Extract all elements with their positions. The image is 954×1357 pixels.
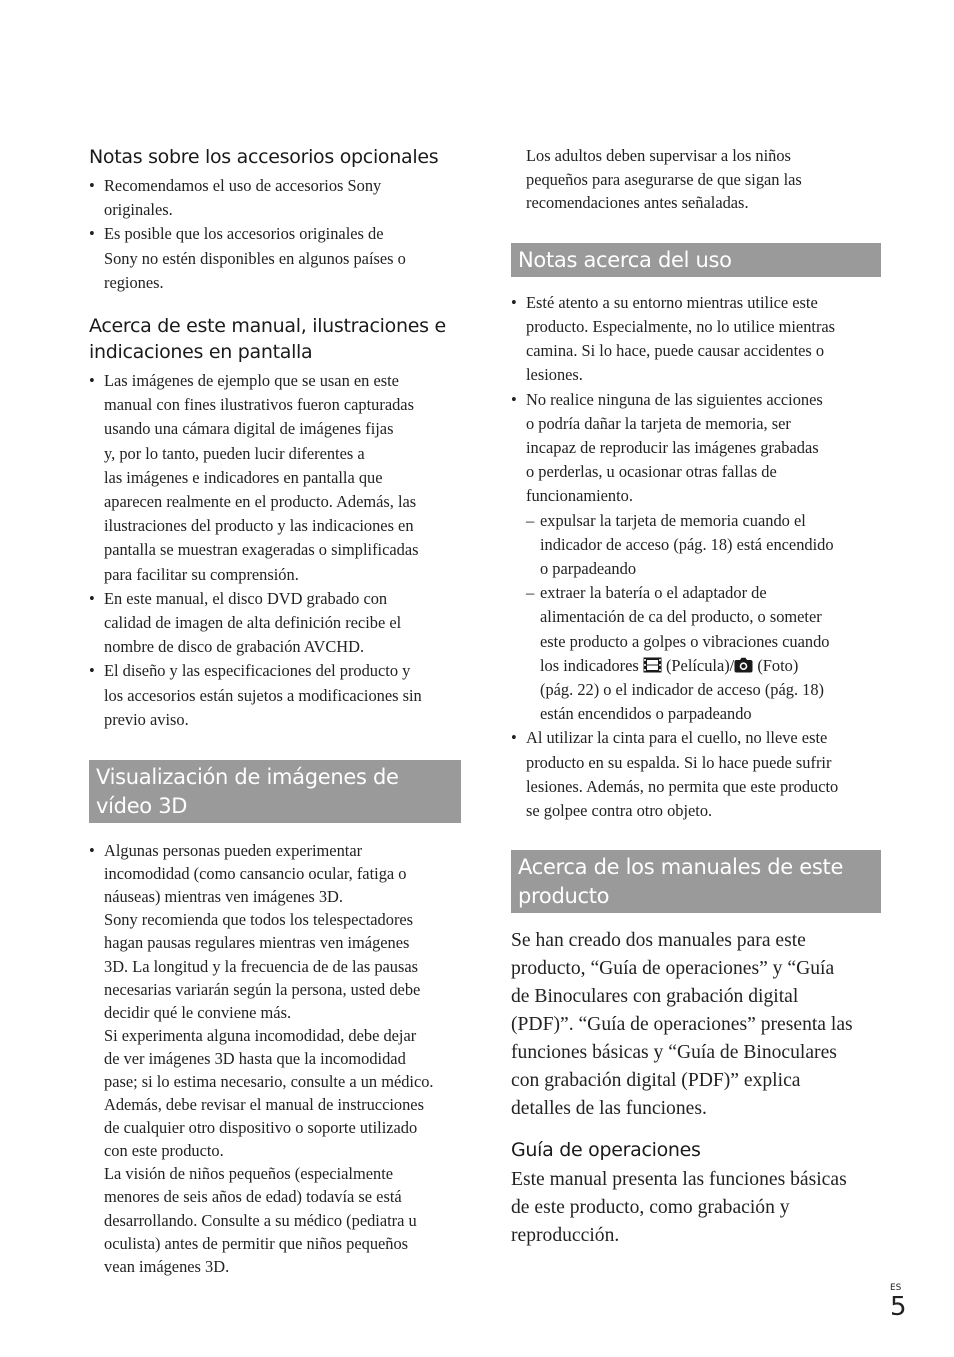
list-item: • El diseño y las especificaciones del producto y los accesorios están sujetos a modificaciones sin previo aviso. [89, 659, 461, 732]
language-code: ES [890, 1283, 902, 1293]
list-item: • Al utilizar la cinta para el cuello, no lleve este producto en su espalda. Si lo hace puede sufrir lesiones. Además, no permita que este producto se golpee contra otro objeto. [511, 726, 881, 823]
optional-accessories-list [89, 174, 461, 295]
heading-optional-accessories: Notas sobre los accesorios opcionales [89, 146, 439, 168]
list-item: • Recomendamos el uso de accesorios Sony originales. [89, 174, 461, 222]
list-item: • No realice ninguna de las siguientes acciones o podría dañar la tarjeta de memoria, ser incapaz de reproducir las imágenes grabadas o perderlas, u ocasionar otras fallas de funcionamiento. – expulsar la tarjeta de memoria cuando el indicador de acceso (pág. 18) está encendido o parpadeando – extraer la batería o el adaptador de alimentación de ca del producto, o someter este producto a golpes o vibraciones cuando los indicadores (Película)/ (Foto) (pág. 22) o el indicador de acceso (pág. 18) están encendidos o parpadeando [511, 388, 881, 727]
heading-operation-guide: Guía de operaciones [511, 1139, 701, 1162]
section-band-3d-video: Visualización de imágenes de vídeo 3D [89, 760, 461, 823]
photo-camera-icon [734, 657, 753, 673]
list-item: • Algunas personas pueden experimentar incomodidad (como cansancio ocular, fatiga o náuseas) mientras ven imágenes 3D. Sony recomienda que todos los telespectadores hagan pausas regulares mientras ven imágenes 3D. La longitud y la frecuencia de de las pausas necesarias variarán según la persona, usted debe decidir qué le conviene más. Si experimenta alguna incomodidad, debe dejar de ver imágenes 3D hasta que la incomodidad pase; si lo estima necesario, consulte a un médico. Además, debe revisar el manual de instrucciones de cualquier otro dispositivo o soporte utilizado con este producto. La visión de niños pequeños (especialmente menores de seis años de edad) todavía se está desarrollando. Consulte a su médico (pediatra u oculista) antes de permitir que niños pequeños vean imágenes 3D. [89, 839, 461, 1278]
list-item: • Es posible que los accesorios originales de Sony no estén disponibles en algunos países o regiones. [89, 222, 461, 295]
manuals-paragraph: Se han creado dos manuales para este producto, “Guía de operaciones” y “Guía de Binoculares con grabación digital (PDF)”. “Guía de operaciones” presenta las funciones básicas y “Guía de Binoculares con grabación digital (PDF)” explica detalles de las funciones. [511, 930, 853, 1120]
usage-notes-list [511, 291, 881, 823]
section-band-manuals: Acerca de los manuales de este producto [511, 850, 881, 913]
indicators-line: los indicadores (Película)/ (Foto) [540, 655, 799, 675]
sub-list-item: – expulsar la tarjeta de memoria cuando el indicador de acceso (pág. 18) está encendido o parpadeando [526, 509, 881, 582]
manual-illustrations-list [89, 369, 461, 732]
right-column [511, 144, 881, 1250]
list-item: • Las imágenes de ejemplo que se usan en este manual con fines ilustrativos fueron capturadas usando una cámara digital de imágenes fijas y, por lo tanto, pueden lucir diferentes a las imágenes e indicadores en pantalla que aparecen realmente en el producto. Además, las ilustraciones del producto y las indicaciones en pantalla se muestran exageradas o simplificadas para facilitar su comprensión. [89, 369, 461, 587]
3d-video-list [89, 839, 461, 1278]
sub-list [526, 509, 881, 727]
heading-manual-illustrations: Acerca de este manual, ilustraciones e indicaciones en pantalla [89, 315, 446, 364]
section-band-usage-notes: Notas acerca del uso [511, 243, 881, 277]
list-item: • Esté atento a su entorno mientras utilice este producto. Especialmente, no lo utilice mientras camina. Si lo hace, puede causar accidentes o lesiones. [511, 291, 881, 388]
operation-guide-paragraph: Este manual presenta las funciones básicas de este producto, como grabación y reproducción. [511, 1169, 847, 1247]
page-number-value: 5 [890, 1292, 907, 1322]
movie-film-icon [643, 657, 662, 673]
sub-list-item: – extraer la batería o el adaptador de alimentación de ca del producto, o someter este producto a golpes o vibraciones cuando los indicadores (Película)/ (Foto) (pág. 22) o el indicador de acceso (pág. 18) están encendidos o parpadeando [526, 581, 881, 726]
page-number [890, 1283, 907, 1321]
continued-paragraph: Los adultos deben supervisar a los niños pequeños para asegurarse de que sigan las recomendaciones antes señaladas. [526, 146, 802, 213]
left-column [89, 144, 461, 1278]
list-item: • En este manual, el disco DVD grabado con calidad de imagen de alta definición recibe el nombre de disco de grabación AVCHD. [89, 587, 461, 660]
